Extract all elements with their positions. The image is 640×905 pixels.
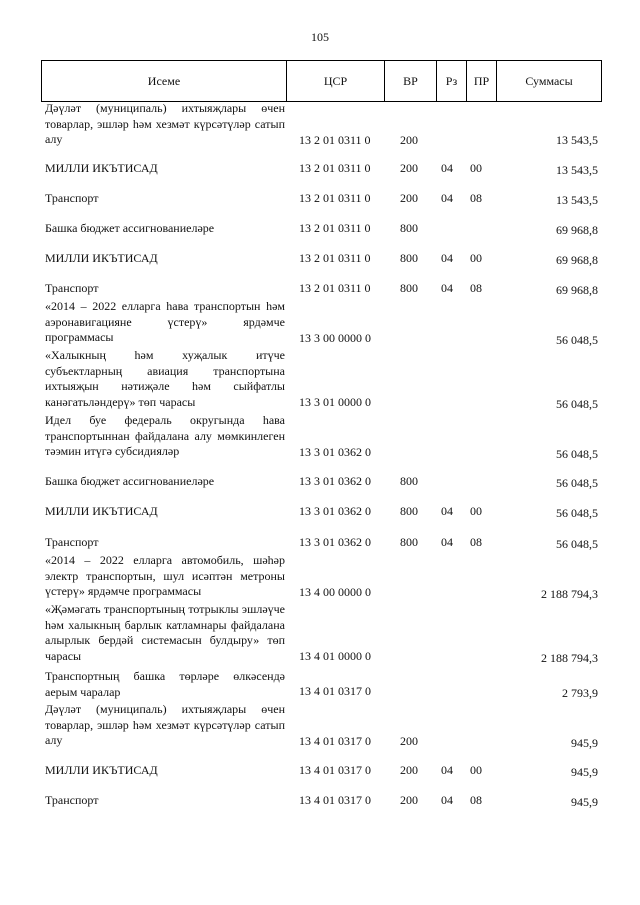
row-sum: 2 188 794,3: [541, 587, 598, 601]
row-sum: 56 048,5: [556, 506, 598, 520]
row-csr: 13 2 01 0311 0: [299, 161, 371, 175]
row-csr: 13 2 01 0311 0: [299, 221, 371, 235]
row-sum: 56 048,5: [556, 476, 598, 490]
row-vr: 200: [400, 161, 418, 175]
row-csr: 13 4 01 0317 0: [299, 734, 371, 748]
row-csr: 13 3 01 0362 0: [299, 474, 371, 488]
row-vr: 800: [400, 535, 418, 549]
row-rz: 04: [441, 504, 453, 518]
header-vr: ВР: [385, 61, 437, 101]
row-sum: 13 543,5: [556, 133, 598, 147]
row-rz: 04: [441, 535, 453, 549]
row-rz: 04: [441, 161, 453, 175]
row-pr: 00: [470, 504, 482, 518]
row-csr: 13 3 01 0000 0: [299, 395, 371, 409]
row-sum: 69 968,8: [556, 253, 598, 267]
row-name: Башка бюджет ассигнованиеләре: [45, 221, 215, 235]
row-csr: 13 3 00 0000 0: [299, 331, 371, 345]
row-csr: 13 2 01 0311 0: [299, 251, 371, 265]
row-sum: 56 048,5: [556, 397, 598, 411]
row-csr: 13 4 00 0000 0: [299, 585, 371, 599]
row-csr: 13 4 01 0317 0: [299, 684, 371, 698]
row-name: «2014 – 2022 елларга һава транспортын һәм аэронавигацияне үстерү» ярдәмче программасы: [45, 299, 285, 344]
row-vr: 200: [400, 191, 418, 205]
row-sum: 2 188 794,3: [541, 651, 598, 665]
row-name: Транспортның башка төрләре өлкәсендә аерым чаралар: [45, 669, 285, 699]
row-rz: 04: [441, 763, 453, 777]
row-csr: 13 2 01 0311 0: [299, 133, 371, 147]
row-vr: 800: [400, 251, 418, 265]
row-vr: 800: [400, 281, 418, 295]
header-name: Исеме: [42, 61, 287, 101]
row-rz: 04: [441, 191, 453, 205]
row-name: МИЛЛИ ИКЪТИСАД: [45, 504, 158, 518]
row-pr: 08: [470, 535, 482, 549]
row-pr: 08: [470, 191, 482, 205]
row-name: Идел буе федераль округында һава транспортыннан файдалана алу мөмкинлеген тәэмин итүгә субсидияләр: [45, 413, 285, 458]
row-pr: 08: [470, 281, 482, 295]
row-sum: 945,9: [571, 736, 598, 750]
row-name: «Халыкның һәм хуҗалык итүче субъектларның авиация транспортына ихтыяҗын нәтиҗәле һәм сыйфатлы канәгатьләндерү» төп чарасы: [45, 348, 285, 409]
row-rz: 04: [441, 251, 453, 265]
row-csr: 13 3 01 0362 0: [299, 445, 371, 459]
row-csr: 13 3 01 0362 0: [299, 535, 371, 549]
row-pr: 00: [470, 251, 482, 265]
row-csr: 13 2 01 0311 0: [299, 281, 371, 295]
header-rz: Рз: [437, 61, 467, 101]
row-vr: 200: [400, 734, 418, 748]
row-vr: 800: [400, 474, 418, 488]
row-name: Транспорт: [45, 191, 99, 205]
row-sum: 56 048,5: [556, 447, 598, 461]
row-name: Транспорт: [45, 281, 99, 295]
row-pr: 00: [470, 161, 482, 175]
row-name: Дәүләт (муниципаль) ихтыяҗлары өчен товарлар, эшләр һәм хезмәт күрсәтүләр сатып алу: [45, 702, 285, 747]
row-sum: 69 968,8: [556, 223, 598, 237]
row-vr: 200: [400, 793, 418, 807]
row-name: Транспорт: [45, 535, 99, 549]
page-number: 105: [311, 30, 329, 44]
row-name: Башка бюджет ассигнованиеләре: [45, 474, 215, 488]
header-csr: ЦСР: [287, 61, 385, 101]
row-vr: 200: [400, 763, 418, 777]
header-pr: ПР: [467, 61, 497, 101]
row-csr: 13 4 01 0317 0: [299, 793, 371, 807]
row-csr: 13 2 01 0311 0: [299, 191, 371, 205]
row-sum: 56 048,5: [556, 333, 598, 347]
row-vr: 800: [400, 221, 418, 235]
row-sum: 56 048,5: [556, 537, 598, 551]
row-pr: 00: [470, 763, 482, 777]
row-name: МИЛЛИ ИКЪТИСАД: [45, 161, 158, 175]
row-name: «Җәмәгать транспортының тотрыклы эшләүче һәм халыкның барлык катламнары файдалана алырлык бердәй системасын булдыру» төп чарасы: [45, 602, 285, 663]
row-csr: 13 3 01 0362 0: [299, 504, 371, 518]
row-sum: 69 968,8: [556, 283, 598, 297]
row-sum: 2 793,9: [562, 686, 598, 700]
row-rz: 04: [441, 793, 453, 807]
row-rz: 04: [441, 281, 453, 295]
row-name: МИЛЛИ ИКЪТИСАД: [45, 251, 158, 265]
row-csr: 13 4 01 0317 0: [299, 763, 371, 777]
row-sum: 945,9: [571, 795, 598, 809]
row-vr: 200: [400, 133, 418, 147]
row-name: МИЛЛИ ИКЪТИСАД: [45, 763, 158, 777]
row-name: «2014 – 2022 елларга автомобиль, шәһәр электр транспортын, шул исәптән метроны үстерү» ярдәмче программасы: [45, 553, 285, 598]
row-sum: 945,9: [571, 765, 598, 779]
row-sum: 13 543,5: [556, 193, 598, 207]
row-pr: 08: [470, 793, 482, 807]
row-sum: 13 543,5: [556, 163, 598, 177]
row-vr: 800: [400, 504, 418, 518]
row-name: Транспорт: [45, 793, 99, 807]
header-sum: Суммасы: [525, 73, 573, 88]
row-name: Дәүләт (муниципаль) ихтыяҗлары өчен товарлар, эшләр һәм хезмәт күрсәтүләр сатып алу: [45, 101, 285, 146]
row-csr: 13 4 01 0000 0: [299, 649, 371, 663]
